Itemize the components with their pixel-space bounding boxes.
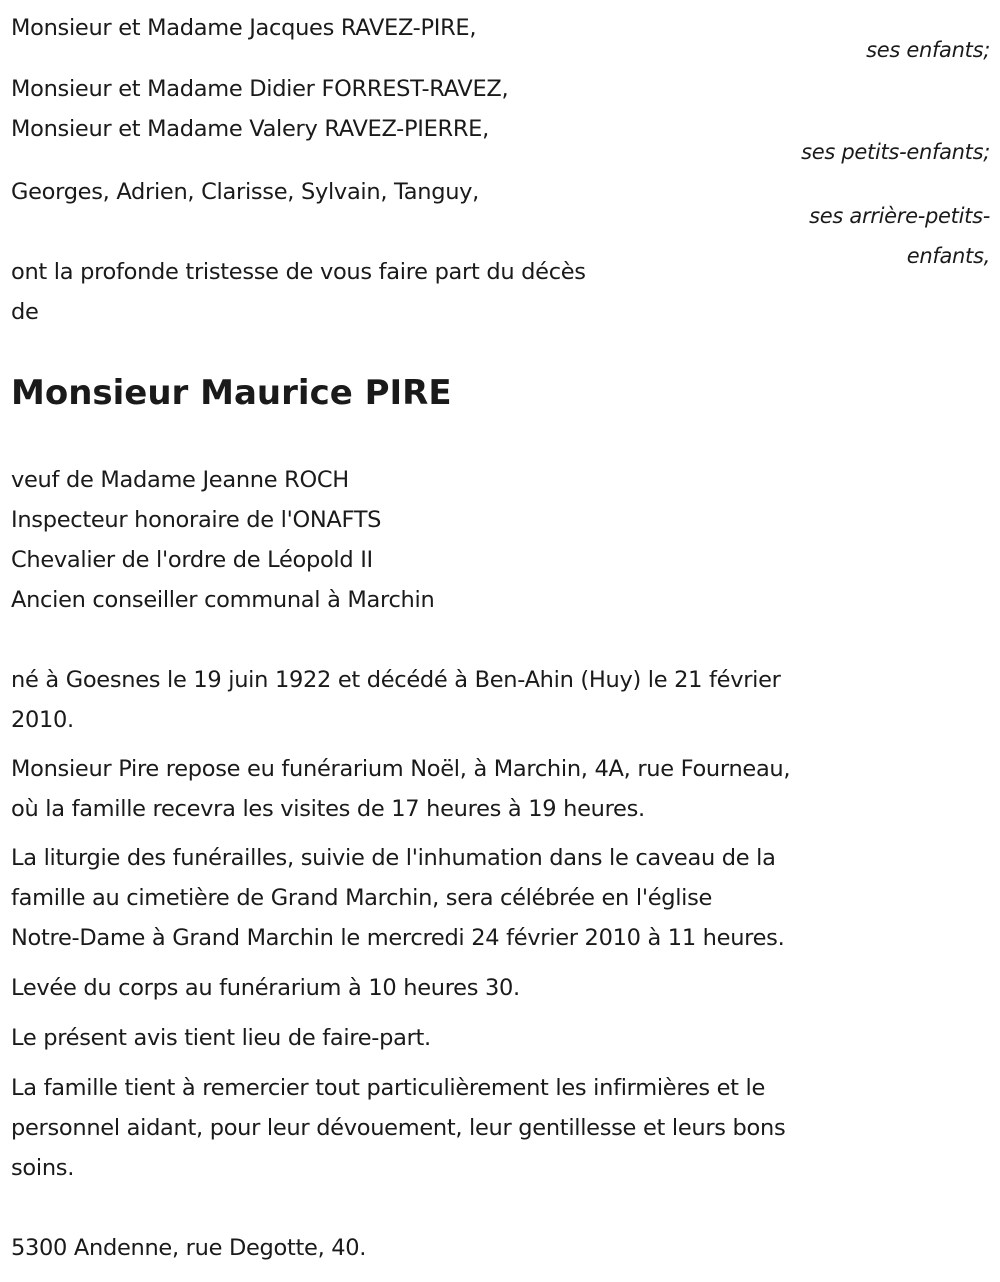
deceased-name: Monsieur Maurice PIRE — [11, 373, 452, 413]
great-grandchildren-line: Georges, Adrien, Clarisse, Sylvain, Tanguy, — [11, 179, 480, 205]
grandchildren-line: Monsieur et Madame Valery RAVEZ-PIERRE, — [11, 116, 489, 142]
liturgy-line: La liturgie des funérailles, suivie de l'inhumation dans le caveau de la — [11, 845, 776, 871]
thanks-line: personnel aidant, pour leur dévouement, leur gentillesse et leurs bons — [11, 1115, 786, 1141]
title-line: Chevalier de l'ordre de Léopold II — [11, 547, 373, 573]
visitation-line: où la famille recevra les visites de 17 heures à 19 heures. — [11, 796, 645, 822]
title-line: Ancien conseiller communal à Marchin — [11, 587, 435, 613]
visitation-line: Monsieur Pire repose eu funérarium Noël, à Marchin, 4A, rue Fourneau, — [11, 756, 791, 782]
address: 5300 Andenne, rue Degotte, 40. — [11, 1235, 367, 1261]
liturgy-line: Notre-Dame à Grand Marchin le mercredi 24 février 2010 à 11 heures. — [11, 925, 785, 951]
announcement-line: de — [11, 299, 39, 325]
great-grandchildren-label: enfants, — [906, 244, 990, 268]
liturgy-line: famille au cimetière de Grand Marchin, sera célébrée en l'église — [11, 885, 713, 911]
thanks-line: soins. — [11, 1155, 75, 1181]
thanks-line: La famille tient à remercier tout particulièrement les infirmières et le — [11, 1075, 766, 1101]
birth-death-line: né à Goesnes le 19 juin 1922 et décédé à Ben-Ahin (Huy) le 21 février — [11, 667, 781, 693]
announcement-line: ont la profonde tristesse de vous faire part du décès — [11, 259, 586, 285]
title-line: veuf de Madame Jeanne ROCH — [11, 467, 349, 493]
children-line: Monsieur et Madame Jacques RAVEZ-PIRE, — [11, 15, 477, 41]
notice-line: Le présent avis tient lieu de faire-part. — [11, 1025, 431, 1051]
grandchildren-label: ses petits-enfants; — [801, 140, 990, 164]
title-line: Inspecteur honoraire de l'ONAFTS — [11, 507, 382, 533]
departure-line: Levée du corps au funérarium à 10 heures 30. — [11, 975, 520, 1001]
children-label: ses enfants; — [866, 38, 990, 62]
grandchildren-line: Monsieur et Madame Didier FORREST-RAVEZ, — [11, 76, 509, 102]
birth-death-line: 2010. — [11, 707, 74, 733]
great-grandchildren-label: ses arrière-petits- — [809, 204, 990, 228]
